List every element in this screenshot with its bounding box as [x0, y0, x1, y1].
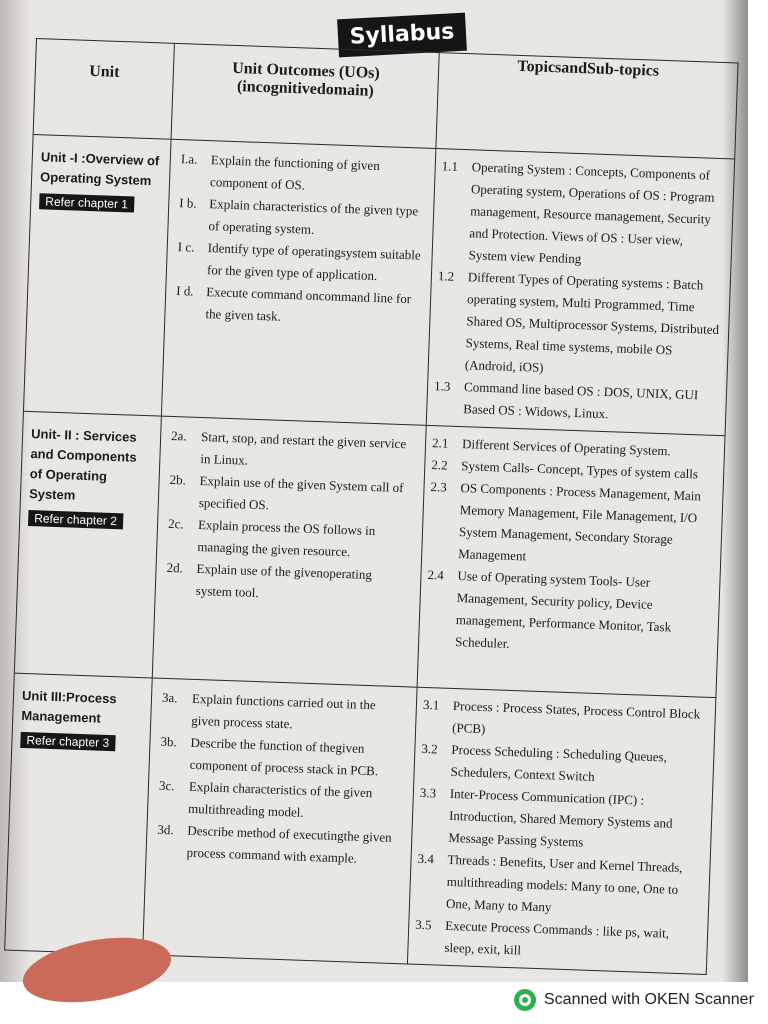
outcomes-cell — [152, 416, 426, 687]
topics-cell — [426, 149, 734, 436]
topic-item — [438, 155, 726, 275]
scanner-footer — [514, 989, 754, 1011]
topic-item — [425, 564, 712, 662]
topic-number: 3.4 — [417, 850, 435, 867]
outcome-number: I b. — [179, 195, 197, 211]
outcome-text: Execute command oncommand line for the given task. — [205, 284, 412, 324]
refer-chapter-badge: Refer chapter 3 — [20, 732, 115, 751]
topic-text: System Calls- Concept, Types of system calls — [461, 458, 699, 482]
unit-title: Unit -I :Overview of Operating System — [39, 149, 160, 189]
topic-number: 1.1 — [441, 158, 459, 174]
outcome-number: 2b. — [169, 471, 187, 488]
outcome-number: 2c. — [167, 515, 184, 532]
table-row — [5, 673, 716, 974]
outcome-number: I c. — [177, 239, 195, 255]
outcome-number: 2d. — [166, 559, 184, 576]
topic-number: 3.5 — [415, 916, 432, 933]
outcome-text: Explain characteristics of the given multithreading model. — [187, 778, 373, 820]
syllabus-title: Syllabus — [337, 13, 467, 58]
topic-text: Process : Process States, Process Control Block (PCB) — [451, 697, 701, 737]
topic-item — [428, 476, 715, 574]
outcome-number: 3c. — [158, 777, 175, 794]
topic-number: 3.1 — [422, 696, 440, 713]
outcome-number: 2a. — [170, 427, 187, 444]
topic-number: 1.3 — [433, 378, 451, 394]
topic-item — [434, 265, 722, 385]
unit-title: Unit III:Process Management — [21, 687, 117, 726]
topic-number: 3.2 — [421, 740, 438, 757]
unit-title: Unit- II : Services and Components of Operating System — [28, 426, 137, 503]
outcome-number: I.a. — [180, 151, 198, 167]
topic-text: Different Services of Operating System. — [461, 436, 672, 459]
outcome-item — [175, 280, 420, 332]
topic-text: Use of Operating system Tools- User Management, Security policy, Device management, Performance Monitor, Task Scheduler. — [454, 568, 672, 651]
outcome-text: Explain the functioning of given component of OS. — [209, 152, 380, 193]
topic-text: Command line based OS : DOS, UNIX, GUI Based OS : Widows, Linux. — [463, 379, 699, 422]
outcome-text: Describe the function of thegiven component of process stack in PCB. — [189, 734, 379, 779]
unit-cell — [14, 411, 161, 678]
topic-number: 3.3 — [419, 784, 437, 801]
topic-text: Different Types of Operating systems : Batch operating system, Multi Programmed, Time Shared OS, Multiprocessor Systems, Distributed Systems, Real time systems, mobile OS (Android, iOS) — [464, 269, 720, 375]
header-outcomes-line1: Unit Outcomes (UOs) — [231, 59, 381, 83]
topic-text: OS Components : Process Management, Main Memory Management, File Management, I/O System Management, Secondary Storage Management — [458, 480, 702, 564]
table-row — [14, 411, 725, 697]
topics-cell — [417, 425, 725, 697]
topic-number: 2.3 — [430, 479, 448, 495]
outcome-text: Start, stop, and restart the given service in Linux. — [200, 429, 407, 468]
outcomes-cell — [161, 139, 436, 425]
outcome-number: 3a. — [161, 689, 178, 706]
outcome-text: Explain process the OS follows in managing the given resource. — [197, 516, 376, 560]
unit-cell — [5, 673, 153, 955]
topic-text: Inter-Process Communication (IPC) : Introduction, Shared Memory Systems and Message Passing Systems — [448, 785, 673, 850]
topic-text: Operating System : Concepts, Components of Operating system, Operations of OS : Program management, Resource management, Security and Protection. Views of OS : User view, System view Pending — [468, 159, 715, 267]
topic-number: 1.2 — [437, 268, 455, 284]
topic-item — [416, 848, 702, 924]
outcome-text: Explain characteristics of the given type of operating system. — [208, 196, 419, 237]
refer-chapter-badge: Refer chapter 1 — [39, 193, 134, 212]
syllabus-table — [4, 38, 738, 975]
outcome-number: I d. — [176, 283, 194, 299]
header-unit: Unit — [33, 39, 174, 140]
table-body — [5, 134, 735, 974]
outcome-text: Explain use of the given System call of specified OS. — [198, 472, 404, 513]
unit-cell — [23, 134, 171, 416]
topic-number: 2.4 — [427, 566, 445, 583]
outcome-number: 3b. — [160, 733, 178, 750]
topic-text: Execute Process Commands : like ps, wait, sleep, exit, kill — [444, 917, 670, 958]
topic-item — [433, 375, 718, 429]
outcome-number: 3d. — [157, 821, 174, 838]
topic-item — [418, 782, 704, 858]
outcome-text: Identify type of operatingsystem suitable for the given type of application. — [206, 240, 421, 284]
header-topics: TopicsandSub-topics — [436, 53, 738, 159]
outcome-text: Explain functions carried out in the given process state. — [191, 690, 376, 732]
header-outcomes — [171, 43, 439, 148]
scanner-label: Scanned with OKEN Scanner — [544, 991, 754, 1008]
topic-number: 2.1 — [431, 435, 449, 451]
table-row — [23, 134, 734, 435]
topic-text: Threads : Benefits, User and Kernel Threads, multithreading models: Many to one, One to One, Many to Many — [445, 851, 683, 915]
topic-number: 2.2 — [431, 457, 448, 473]
outcome-text: Describe method of executingthe given process command with example. — [186, 822, 392, 866]
topics-cell — [407, 687, 715, 974]
oken-scanner-logo-icon — [514, 989, 536, 1011]
topic-text: Process Scheduling : Scheduling Queues, Schedulers, Context Switch — [450, 741, 668, 784]
outcome-item — [156, 819, 401, 871]
outcome-text: Explain use of the givenoperating system tool. — [195, 560, 373, 601]
outcome-item — [165, 557, 410, 609]
outcomes-cell — [143, 678, 418, 964]
header-outcomes-line2: (incognitivedomain) — [236, 78, 375, 100]
refer-chapter-badge: Refer chapter 2 — [28, 510, 123, 529]
topic-item — [414, 914, 699, 968]
